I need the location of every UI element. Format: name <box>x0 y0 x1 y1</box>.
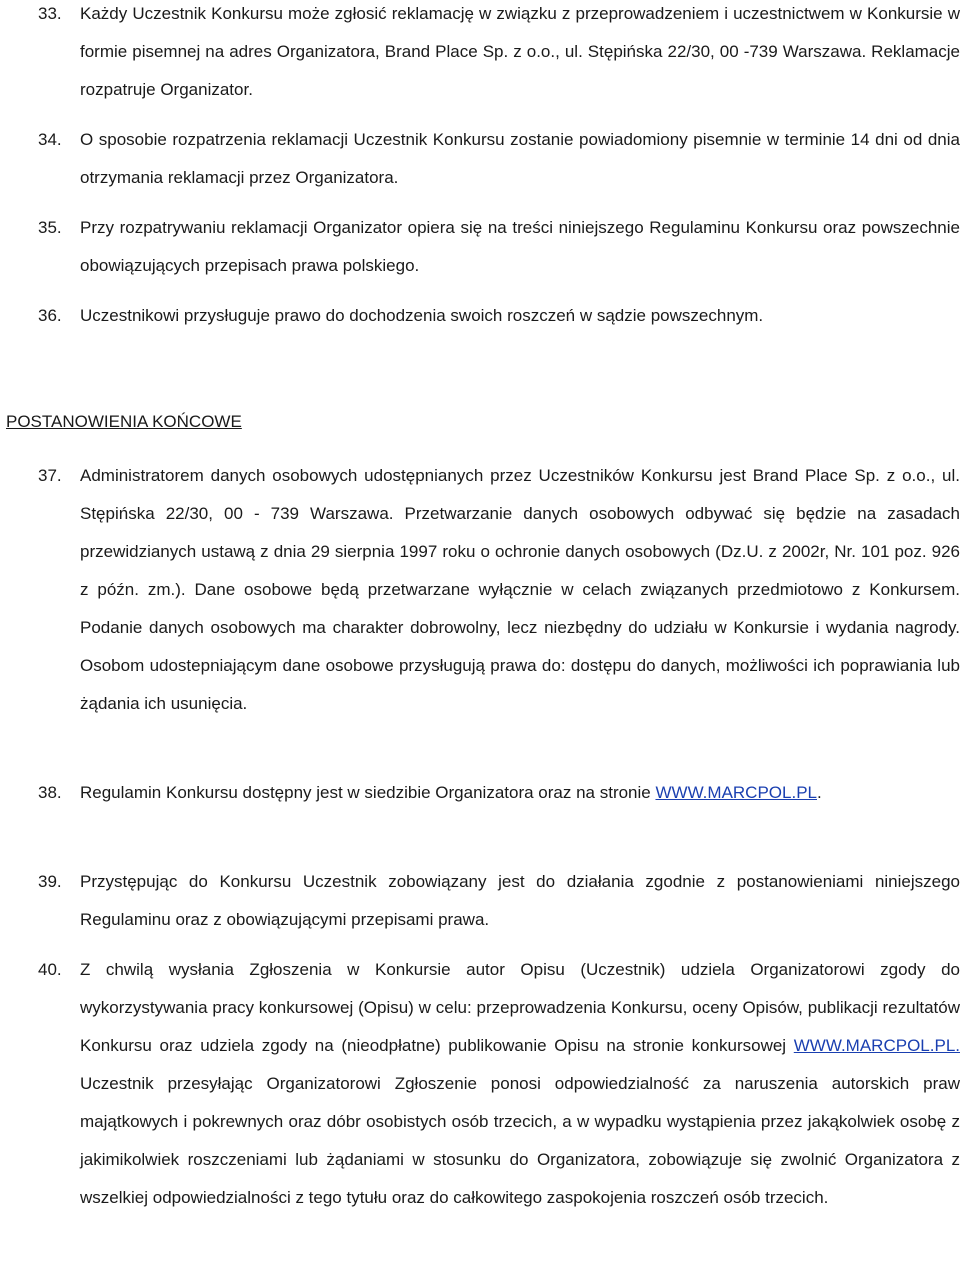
text-after-link: . <box>817 783 822 802</box>
paragraph-number: 39. <box>38 872 62 891</box>
text-before-link: Z chwilą wysłania Zgłoszenia w Konkursie autor Opisu (Uczestnik) udziela Organizatorowi zgody do wykorzystywania pracy konkursowej (Opisu) w celu: przeprowadzenia Konkursu, oceny Opisów, publikacji rezultatów Konkursu oraz udziela zgody na (nieodpłatne) publikowanie Opisu na stronie konkursowej <box>80 960 960 1055</box>
paragraph-36 <box>38 297 960 335</box>
paragraph-40 <box>38 951 960 1217</box>
section-heading: POSTANOWIENIA KOŃCOWE <box>6 412 242 431</box>
paragraph-text <box>80 774 960 812</box>
text-before-link: Regulamin Konkursu dostępny jest w siedzibie Organizatora oraz na stronie <box>80 783 651 802</box>
paragraph-35 <box>38 209 960 285</box>
paragraph-34 <box>38 121 960 197</box>
paragraph-37 <box>38 457 960 723</box>
paragraph-text: Przy rozpatrywaniu reklamacji Organizator opiera się na treści niniejszego Regulaminu Konkursu oraz powszechnie obowiązujących przepisach prawa polskiego. <box>80 218 960 275</box>
paragraph-33 <box>38 0 960 109</box>
paragraph-text <box>80 951 960 1217</box>
paragraph-number: 33. <box>38 4 62 23</box>
paragraph-38 <box>38 774 960 812</box>
paragraph-text: Administratorem danych osobowych udostępnianych przez Uczestników Konkursu jest Brand Place Sp. z o.o., ul. Stępińska 22/30, 00 - 739 Warszawa. Przetwarzanie danych osobowych odbywać się będzie na zasadach przewidzianych ustawą z dnia 29 sierpnia 1997 roku o ochronie danych osobowych (Dz.U. z 2002r, Nr. 101 poz. 926 z późn. zm.). Dane osobowe będą przetwarzane wyłącznie w celach związanych przedmiotowo z Konkursem. Podanie danych osobowych ma charakter dobrowolny, lecz niezbędny do udziału w Konkursie i wydania nagrody. Osobom udostepniającym dane osobowe przysługują prawa do: dostępu do danych, możliwości ich poprawiania lub żądania ich usunięcia. <box>80 466 960 713</box>
paragraph-text: Uczestnikowi przysługuje prawo do dochodzenia swoich roszczeń w sądzie powszechnym. <box>80 306 764 325</box>
paragraph-text: Każdy Uczestnik Konkursu może zgłosić reklamację w związku z przeprowadzeniem i uczestnictwem w Konkursie w formie pisemnej na adres Organizatora, Brand Place Sp. z o.o., ul. Stępińska 22/30, 00 -739 Warszawa. Reklamacje rozpatruje Organizator. <box>80 4 960 99</box>
paragraph-number: 35. <box>38 218 62 237</box>
paragraph-number: 38. <box>38 783 62 802</box>
paragraph-number: 37. <box>38 466 62 485</box>
paragraph-number: 34. <box>38 130 62 149</box>
text-after-link: Uczestnik przesyłając Organizatorowi Zgłoszenie ponosi odpowiedzialność za naruszenia autorskich praw majątkowych i pokrewnych oraz dóbr osobistych osób trzecich, a w wypadku wystąpienia przez jakąkolwiek osobę z jakimikolwiek roszczeniami lub żądaniami w stosunku do Organizatora, zobowiązuje się zwolnić Organizatora z wszelkiej odpowiedzialności z tego tytułu oraz do całkowitego zaspokojenia roszczeń osób trzecich. <box>80 1074 960 1207</box>
paragraph-text: O sposobie rozpatrzenia reklamacji Uczestnik Konkursu zostanie powiadomiony pisemnie w terminie 14 dni od dnia otrzymania reklamacji przez Organizatora. <box>80 130 960 187</box>
marcpol-link[interactable]: WWW.MARCPOL.PL <box>655 783 817 802</box>
paragraph-text: Przystępując do Konkursu Uczestnik zobowiązany jest do działania zgodnie z postanowieniami niniejszego Regulaminu oraz z obowiązującymi przepisami prawa. <box>80 872 960 929</box>
paragraph-number: 36. <box>38 306 62 325</box>
marcpol-link[interactable]: WWW.MARCPOL.PL. <box>793 1036 960 1055</box>
paragraph-39 <box>38 863 960 939</box>
paragraph-number: 40. <box>38 960 62 979</box>
